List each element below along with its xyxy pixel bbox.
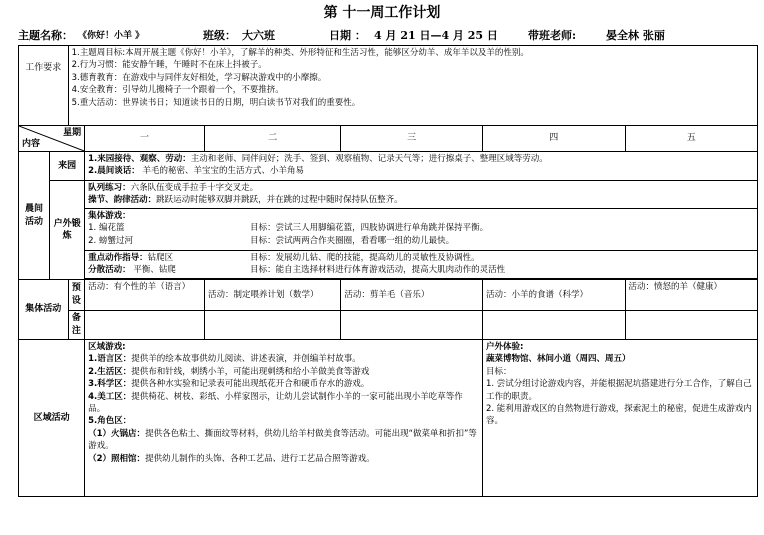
class-label: 班级： xyxy=(203,29,236,42)
group-activity-1: 活动：有个性的羊（语言） xyxy=(85,280,205,311)
work-requirements-content xyxy=(68,46,757,126)
zone-2-name: 2.生活区： xyxy=(88,366,132,377)
group-games-content xyxy=(85,209,758,251)
group-activity-2: 活动：制定喂养计划（数学） xyxy=(204,280,340,311)
zone-1-text: 提供羊的绘本故事供幼儿阅读、讲述表演，并创编羊村故事。 xyxy=(131,354,361,365)
note-cell-3 xyxy=(341,311,483,340)
outdoor-goal-1: 1. 尝试分组讨论游戏内容，并能根据泥坑搭建进行分工合作，了解自己工作的职责。 xyxy=(485,379,752,402)
arrival-label: 来园 xyxy=(50,152,85,181)
area-activity-row xyxy=(19,340,758,497)
arrival-line1-text: 主动和老师、同伴问好；洗手、签到、观察植物、记录天气等；进行擦桌子、整理区域等劳动。 xyxy=(190,154,548,164)
game-1-goal: 目标：尝试三人用脚编花篮，四肢协调进行单角跳并保持平衡。 xyxy=(250,223,489,234)
requirement-2: 2.行为习惯：能安静午睡，午睡时不在床上抖被子。 xyxy=(71,60,267,71)
outdoor-queue-content xyxy=(85,181,758,209)
queue-text: 六条队伍变成手拉手十字交叉走。 xyxy=(130,183,259,193)
date-label: 日期 ： xyxy=(329,29,366,42)
plan-table xyxy=(18,45,758,497)
group-activity-note-row xyxy=(19,311,758,340)
requirement-1: 1.主题周目标:本周开展主题《你好！小羊》，了解羊的种类、外形特征和生活习性，能够区分幼羊、成年羊以及羊的性别。 xyxy=(71,48,529,58)
header-corner-top: 星期 xyxy=(63,128,82,138)
theme-value: 《你好！小羊 》 xyxy=(78,31,145,41)
note-cell-2 xyxy=(204,311,340,340)
arrival-line2-title: 2.晨间谈话： xyxy=(88,166,140,177)
group-activity-label: 集体活动 xyxy=(19,280,69,340)
area-games-content xyxy=(85,340,483,497)
outdoor-experience-title: 户外体验: xyxy=(485,342,524,352)
teacher-label: 带班老师: xyxy=(528,29,577,42)
outdoor-experience-goal-label: 目标： xyxy=(485,366,512,377)
game-2-goal: 目标：尝试两两合作夹圈圈，看看哪一组的幼儿最快。 xyxy=(250,235,455,246)
zone-2-text: 提供布和针线，刺绣小羊，可能出现刺绣和给小羊做美食等游戏 xyxy=(131,366,370,377)
date-value: 4 月 21 日—4 月 25 日 xyxy=(374,29,498,42)
header-corner-bottom: 内容 xyxy=(22,138,41,149)
zone-3-text: 提供各种水实验和记录表可能出现纸花开合和硬币存水的游戏。 xyxy=(131,379,370,390)
key-action-row xyxy=(19,251,758,279)
zone-4-text: 提供椅花、树枝、彩纸、小样家图示，让幼儿尝试制作小羊的一家可能出现小羊吃草等作品。 xyxy=(88,391,463,415)
note-cell-4 xyxy=(482,311,625,340)
role-zone-title: 5.角色区： xyxy=(88,416,132,427)
zone-4-name: 4.美工区： xyxy=(88,391,132,402)
header-corner-cell xyxy=(19,126,85,152)
zone-activity-title: 分散活动： xyxy=(88,265,131,276)
outdoor-experience-place: 蔬菜博物馆、林间小道（周四、周五） xyxy=(485,354,631,365)
arrival-line1-title: 1.来园接待、观察、劳动： xyxy=(88,154,191,164)
weekday-header-row xyxy=(19,126,758,152)
day-header-2: 二 xyxy=(204,126,340,152)
theme-label: 主题名称： xyxy=(18,29,73,42)
teacher-value: 晏全林 张丽 xyxy=(606,29,665,42)
day-header-5: 五 xyxy=(625,126,757,152)
zone-activity-goal: 目标：能自主选择材料进行体育游戏活动，提高大肌肉动作的灵活性 xyxy=(250,265,506,276)
day-header-4: 四 xyxy=(482,126,625,152)
note-cell-5 xyxy=(625,311,757,340)
zone-activity-name: 平衡、钻爬 xyxy=(130,265,176,276)
outdoor-goal-2: 2. 能利用游戏区的自然物进行游戏，探索泥土的秘密，促进生成游戏内容。 xyxy=(485,404,752,427)
requirement-5: 5.重大活动：世界读书日；知道读书日的日期，明白读书节对我们的重要性。 xyxy=(71,97,361,108)
outdoor-queue-row xyxy=(19,181,758,209)
group-games-title: 集体游戏： xyxy=(88,211,131,221)
morning-activity-label: 晨间活动 xyxy=(19,152,50,280)
note-cell-1 xyxy=(85,311,205,340)
arrival-line2-text: 羊毛的秘密、羊宝宝的生活方式、小羊角易 xyxy=(139,166,305,177)
requirement-3: 3.德育教育：在游戏中与同伴友好相处，学习解决游戏中的小摩擦。 xyxy=(71,72,327,83)
game-1-name: 1. 编花篮 xyxy=(88,223,125,234)
requirement-4: 4.安全教育：引导幼儿搬椅子一个跟着一个，不要推挤。 xyxy=(71,85,284,96)
outdoor-experience-content xyxy=(482,340,757,497)
area-games-title: 区域游戏: xyxy=(88,342,126,352)
role-1-text: 提供各色粘土、撕面纹等材料，供幼儿给羊村做美食等活动。可能出现“做菜单和折扣”等游戏。 xyxy=(88,428,477,452)
zone-3-name: 3.科学区： xyxy=(88,379,132,390)
work-requirements-row xyxy=(19,46,758,126)
group-activity-3: 活动：剪羊毛（音乐） xyxy=(341,280,483,311)
info-bar xyxy=(18,27,758,43)
note-label: 备注 xyxy=(68,311,85,340)
group-games-row xyxy=(19,209,758,251)
page-title: 第 十一周工作计划 xyxy=(323,5,441,21)
role-2-name: （2）照相馆： xyxy=(88,453,146,464)
key-action-title: 重点动作指导： xyxy=(88,253,148,263)
role-2-text: 提供幼儿制作的头饰、各种工艺品、进行工艺品合照等游戏。 xyxy=(145,453,375,464)
group-activity-4: 活动：小羊的食谱（科学） xyxy=(482,280,625,311)
game-2-name: 2. 螃蟹过河 xyxy=(88,235,133,246)
exercise-text: 跳跃运动时能够双脚并跳跃，并在跳的过程中随时保持队伍整齐。 xyxy=(156,195,403,206)
key-action-goal: 目标：发展幼儿钻、爬的技能，提高幼儿的灵敏性及协调性。 xyxy=(250,253,480,263)
zone-1-name: 1.语言区： xyxy=(88,354,132,365)
class-value: 大六班 xyxy=(242,29,275,42)
arrival-row xyxy=(19,152,758,181)
area-activity-label: 区域活动 xyxy=(19,340,85,497)
exercise-title: 操节、韵律活动： xyxy=(88,195,157,206)
group-activity-preset-row xyxy=(19,280,758,311)
day-header-1: 一 xyxy=(85,126,205,152)
preset-label: 预设 xyxy=(68,280,85,311)
key-action-name: 钻爬区 xyxy=(147,253,174,263)
arrival-content xyxy=(85,152,758,181)
group-activity-5: 活动：愤怒的羊（健康） xyxy=(625,280,757,311)
key-action-content xyxy=(85,251,758,279)
role-1-name: （1）火锅店： xyxy=(88,428,146,439)
outdoor-exercise-label: 户外锻炼 xyxy=(50,181,85,280)
queue-title: 队列练习： xyxy=(88,183,131,193)
day-header-3: 三 xyxy=(341,126,483,152)
work-requirements-label: 工作要求 xyxy=(19,46,69,126)
